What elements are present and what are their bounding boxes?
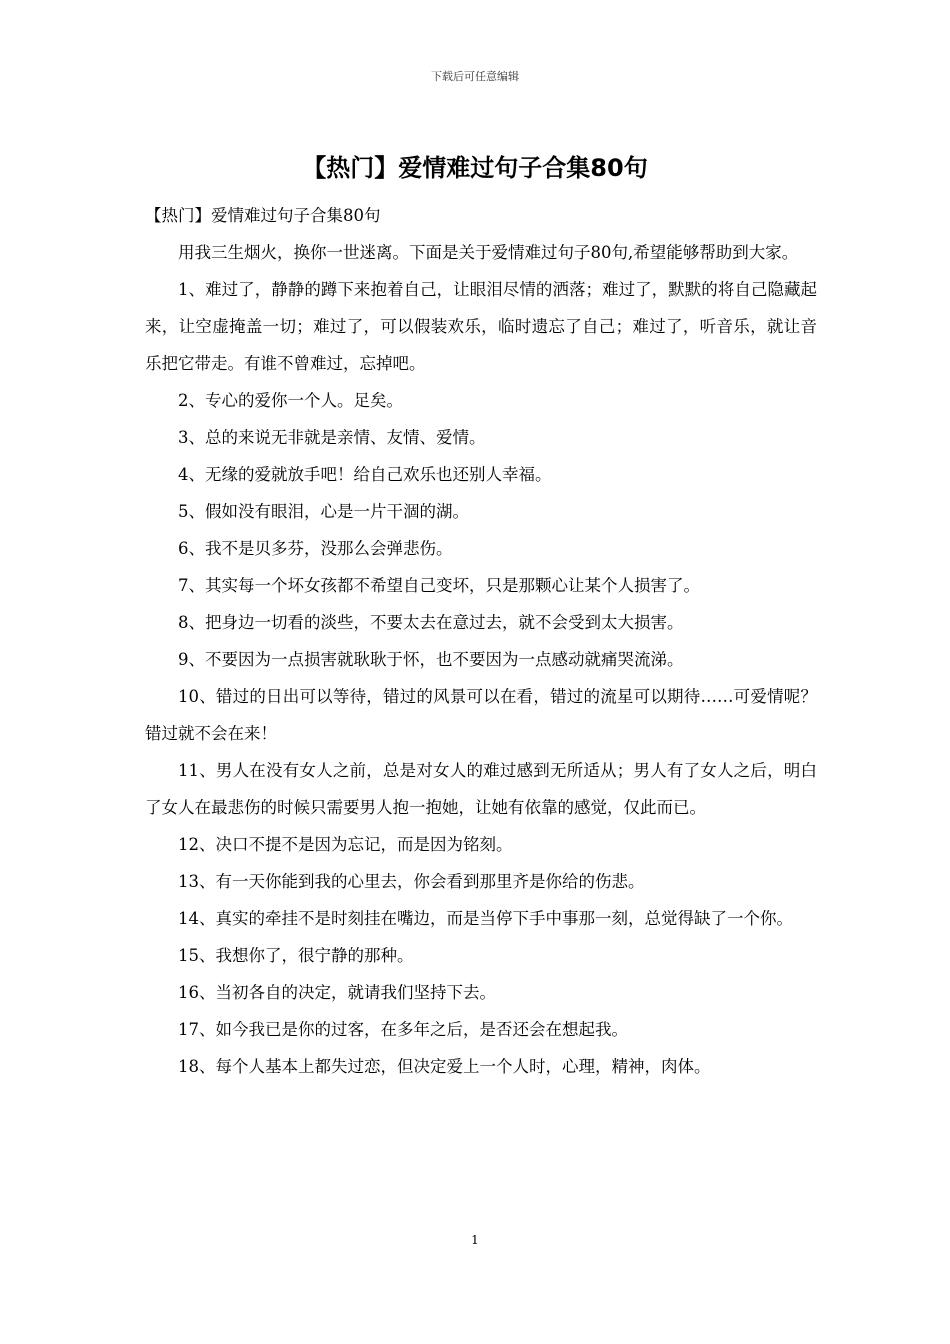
list-item: 10、错过的日出可以等待，错过的风景可以在看，错过的流星可以期待……可爱情呢？错过就不会在来！ [145,687,817,743]
list-item: 6、我不是贝多芬，没那么会弹悲伤。 [178,539,453,558]
document-subtitle: 【热门】爱情难过句子合集80句 [145,206,381,225]
list-item: 14、真实的牵挂不是时刻挂在嘴边，而是当停下手中事那一刻，总觉得缺了一个你。 [178,909,793,928]
intro-paragraph: 用我三生烟火，换你一世迷离。下面是关于爱情难过句子80句,希望能够帮助到大家。 [178,243,799,262]
list-item: 7、其实每一个坏女孩都不希望自己变坏，只是那颗心让某个人损害了。 [178,576,700,595]
list-item: 17、如今我已是你的过客，在多年之后，是否还会在想起我。 [178,1020,628,1039]
list-item: 12、决口不提不是因为忘记，而是因为铭刻。 [178,835,513,854]
document-body [145,197,817,1085]
list-item: 5、假如没有眼泪，心是一片干涸的湖。 [178,502,469,521]
list-item: 1、难过了，静静的蹲下来抱着自己，让眼泪尽情的洒落；难过了，默默的将自己隐藏起来，让空虚掩盖一切；难过了，可以假装欢乐，临时遗忘了自己；难过了，听音乐，就让音乐把它带走。有谁不曾难过，忘掉吧。 [145,280,817,373]
header-note: 下载后可任意编辑 [431,70,519,83]
document-title: 【热门】爱情难过句子合集80句 [302,154,648,182]
page-number: 1 [471,1233,479,1247]
list-item: 11、男人在没有女人之前，总是对女人的难过感到无所适从；男人有了女人之后，明白了女人在最悲伤的时候只需要男人抱一抱她，让她有依靠的感觉，仅此而已。 [145,761,817,817]
list-item: 16、当初各自的决定，就请我们坚持下去。 [178,983,496,1002]
list-item: 2、专心的爱你一个人。足矣。 [178,391,403,410]
list-item: 13、有一天你能到我的心里去，你会看到那里齐是你给的伤悲。 [178,872,645,891]
list-item: 15、我想你了，很宁静的那种。 [178,946,414,965]
list-item: 9、不要因为一点损害就耿耿于怀，也不要因为一点感动就痛哭流涕。 [178,650,684,669]
list-item: 3、总的来说无非就是亲情、友情、爱情。 [178,428,486,447]
list-item: 8、把身边一切看的淡些，不要太去在意过去，就不会受到太大损害。 [178,613,684,632]
list-item: 18、每个人基本上都失过恋，但决定爱上一个人时，心理，精神，肉体。 [178,1057,711,1076]
list-item: 4、无缘的爱就放手吧！给自己欢乐也还别人幸福。 [178,465,552,484]
